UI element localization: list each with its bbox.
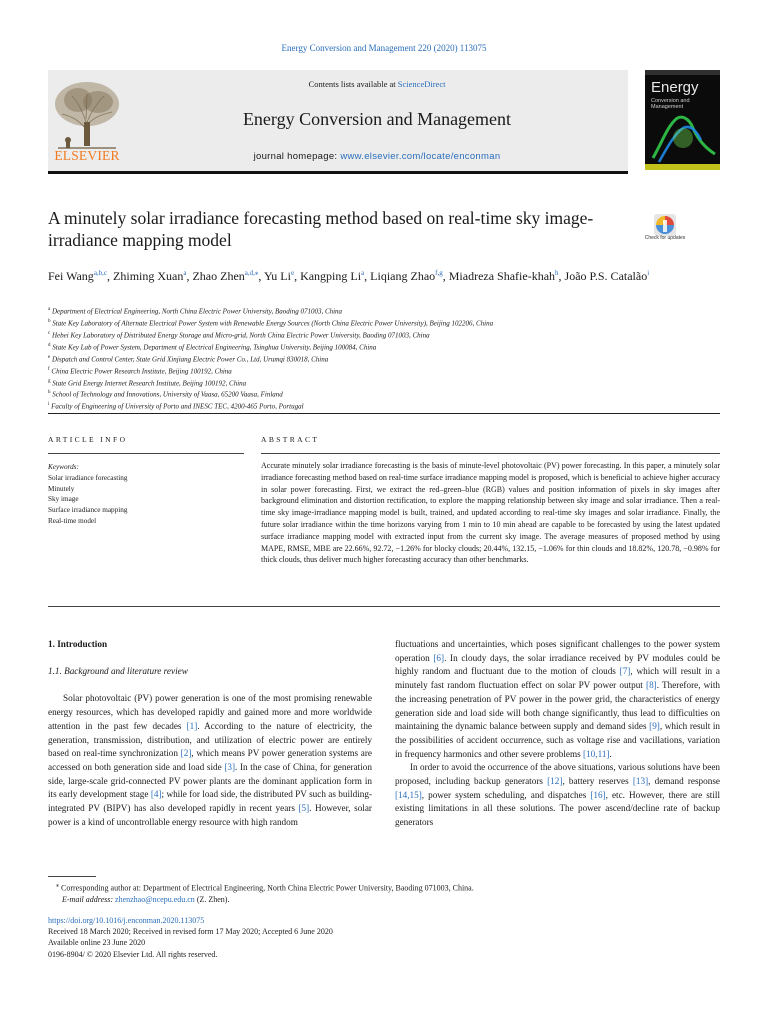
affiliation-key: c <box>48 330 51 336</box>
affiliation-text: School of Technology and Innovations, University of Vaasa, 65200 Vaasa, Finland <box>50 390 283 399</box>
body-text: . In the case of China, for generation side, large-scale grid-connected PV power plants are the dominant application form in its early development stage <box>48 761 372 800</box>
crossmark-icon[interactable] <box>645 213 685 253</box>
author-name[interactable]: Liqiang Zhao <box>370 269 436 283</box>
body-text: In order to avoid the occurrence of the above situations, various solutions have been proposed, including backup generators <box>395 762 720 787</box>
author-separator: , <box>258 269 264 283</box>
affiliation-key: d <box>48 342 51 348</box>
citation-link[interactable]: [2] <box>180 748 192 759</box>
keywords-block <box>48 462 238 527</box>
citation-link[interactable]: [12] <box>547 776 563 787</box>
affiliation-text: State Key Lab of Power System, Department of Electrical Engineering, Tsinghua University, Beijing 100084, China <box>50 343 377 352</box>
footnote-rule <box>48 876 96 877</box>
author-separator: , <box>364 269 371 283</box>
affiliation-text: Dispatch and Control Center, State Grid Xinjiang Electric Power Co., Ltd, Urumqi 830018, China <box>50 355 329 364</box>
copyright-line: 0196-8904/ © 2020 Elsevier Ltd. All rights reserved. <box>48 949 218 959</box>
author-affiliation-marker[interactable]: a,b,c <box>93 269 108 277</box>
section-heading: 1. Introduction <box>48 639 108 649</box>
body-text: , demand response <box>648 776 720 787</box>
elsevier-wordmark: ELSEVIER <box>54 148 120 163</box>
doi-link[interactable]: https://doi.org/10.1016/j.enconman.2020.113075 <box>48 916 205 925</box>
author-separator: , <box>107 269 114 283</box>
contents-prefix: Contents lists available at <box>308 79 398 89</box>
author-name[interactable]: Kangping Li <box>300 269 362 283</box>
abstract-heading: ABSTRACT <box>261 435 320 444</box>
body-text: ; while for load side, the distributed PV such as building-integrated PV (BIPV) has also developed rapidly in recent years <box>48 789 372 814</box>
paper-title: A minutely solar irradiance forecasting method based on real-time sky image-irradiance mapping model <box>48 208 594 250</box>
available-online: Available online 23 June 2020 <box>48 938 146 948</box>
affiliation-key: b <box>48 318 51 324</box>
body-text: , battery reserves <box>562 776 633 787</box>
author-separator: , <box>294 269 301 283</box>
body-text: . However, solar power is a kind of uncontrollable energy resource with high random <box>48 803 372 827</box>
affiliation-text: Hebei Key Laboratory of Distributed Energy Storage and Micro-grid, North China Electric Power University, Baoding 071003, China <box>50 331 430 340</box>
abstract-bottom-rule <box>48 606 720 607</box>
author-separator: , <box>558 269 565 283</box>
journal-homepage-link[interactable]: www.elsevier.com/locate/enconman <box>340 151 501 162</box>
author-affiliation-marker[interactable]: a,d,⁎ <box>244 269 259 277</box>
author-name[interactable]: Yu Li <box>263 269 291 283</box>
contents-available-line <box>130 79 624 89</box>
journal-cover-image <box>645 70 720 170</box>
affiliation-key: a <box>48 307 51 312</box>
sciencedirect-link[interactable]: ScienceDirect <box>397 79 446 89</box>
body-column-left <box>48 638 372 829</box>
keyword: Solar irradiance forecasting <box>48 473 128 482</box>
author-affiliation-marker[interactable]: f,g <box>435 269 443 277</box>
affiliation-item <box>48 377 728 389</box>
body-text: , which means PV power generation systems are accessed on both generation side and load side <box>48 748 372 772</box>
keyword: Surface irradiance mapping <box>48 506 128 515</box>
affiliation-item <box>48 400 728 412</box>
body-text: . Therefore, with the increasing penetration of PV power in the power grid, the characteristics of energy generation side and load side will both change significantly, thus lead to difficulties on maintaining the dynamic balance between supply and demand sides <box>395 680 720 732</box>
affiliation-key: g <box>48 378 51 384</box>
footnote-marker: ⁎ <box>56 883 59 889</box>
received-dates: Received 18 March 2020; Received in revised form 17 May 2020; Accepted 6 June 2020 <box>48 927 333 937</box>
footnote-text: Corresponding author at: Department of Electrical Engineering, North China Electric Power University, Baoding 071003, China. <box>61 883 474 893</box>
affiliation-item <box>48 353 728 365</box>
article-info-rule <box>48 453 244 454</box>
affiliation-item <box>48 388 728 400</box>
body-text: fluctuations and uncertainties, which poses significant challenges to the power system operation <box>395 639 720 663</box>
author-name[interactable]: Zhao Zhen <box>192 269 245 283</box>
affiliation-item <box>48 341 728 353</box>
publication-info <box>48 915 720 960</box>
author-affiliation-marker[interactable]: h <box>555 269 559 277</box>
affiliation-key: f <box>48 366 50 372</box>
author-affiliation-marker[interactable]: i <box>647 269 650 277</box>
affiliation-text: State Grid Energy Internet Research Institute, Beijing 100192, China <box>50 378 247 387</box>
body-text: . In cloudy days, the solar irradiance received by PV modules could be highly random and fluctuant due to the motion of clouds <box>395 652 720 677</box>
cover-subtitle: Conversion and Management <box>651 98 690 110</box>
body-column-right <box>395 638 720 830</box>
affiliation-item <box>48 329 728 341</box>
citation-link[interactable]: [4] <box>150 789 162 800</box>
keyword: Real-time model <box>48 516 97 525</box>
affiliation-list <box>48 305 728 412</box>
body-text: , which will result in a minutely fast random fluctuation effect on solar PV power output <box>395 666 720 691</box>
cover-title: Energy <box>651 79 699 96</box>
affiliation-item <box>48 305 728 317</box>
citation-link[interactable]: [14,15] <box>395 789 422 800</box>
keyword: Sky image <box>48 495 79 504</box>
section-rule <box>48 413 720 414</box>
affiliation-text: Faculty of Engineering of University of Porto and INESC TEC, 4200-465 Porto, Portugal <box>49 402 304 411</box>
affiliation-text: Department of Electrical Engineering, North China Electric Power University, Baoding 071003, China <box>50 307 343 316</box>
body-paragraph <box>395 638 720 761</box>
affiliation-key: i <box>48 402 50 408</box>
masthead-rule <box>48 171 628 174</box>
affiliation-item <box>48 317 728 329</box>
homepage-prefix: journal homepage: <box>253 151 341 162</box>
citation-link[interactable]: [13] <box>632 776 649 787</box>
affiliation-text: State Key Laboratory of Alternate Electrical Power System with Renewable Energy Sources (North China Electric Power University), Beijing 102206, China <box>50 319 494 328</box>
affiliation-text: China Electric Power Research Institute, Beijing 100192, China <box>49 366 232 375</box>
author-separator: , <box>442 269 449 283</box>
email-label: E-mail address: <box>62 894 114 904</box>
citation-link[interactable]: [16] <box>590 789 606 800</box>
affiliation-key: h <box>48 390 51 396</box>
body-text: Solar photovoltaic (PV) power generation is one of the most promising renewable energy resources, which has developed rapidly and gained more and more worldwide attention in the past few decades <box>48 693 372 731</box>
body-paragraph <box>48 692 372 829</box>
journal-title: Energy Conversion and Management <box>242 109 512 129</box>
abstract-rule <box>261 453 720 454</box>
citation-link[interactable]: [10,11] <box>583 748 610 759</box>
abstract-text: Accurate minutely solar irradiance forecasting is the basis of minute-level photovoltaic (PV) power forecasting. In this paper, a minutely solar irradiance forecasting method based on real-time surface irradiance mapping model is proposed, which is beneficial to achieve higher accuracy in solar power forecasting. First, we extract the red–green–blue (RGB) values and position information of pixels in sky images after background elimination and distortion rectification, to explore the mapping relationship between sky image and solar irradiance. Then a real-time sky image-irradiance mapping model is built, trained, and updated according to real-time sky images and solar irradiance. Finally, the future solar irradiance within the time horizons varying from 1 min to 10 min ahead are capable to be forecasted by using the latest updated surface irradiance mapping model with extracted input from the current sky image. The average measures of proposed method by using MAPE, RMSE, MBE are 22.66%, 92.72, −1.26% for blocky clouds; 20.44%, 132.15, −1.06% for thin clouds and 18.82%, 120.78, −0.98% for thick clouds, thus deliver much higher forecasting accuracy than other benchmarks. <box>261 461 720 565</box>
email-link[interactable]: zhenzhao@ncepu.edu.cn <box>115 894 195 904</box>
author-affiliation-marker[interactable]: a <box>361 269 365 277</box>
subsection-heading: 1.1. Background and literature review <box>48 665 188 676</box>
citation-link[interactable]: [3] <box>224 761 236 772</box>
email-suffix: (Z. Zhen). <box>196 894 230 904</box>
author-list <box>48 264 688 286</box>
affiliation-key: e <box>48 354 51 360</box>
citation-link[interactable]: [1] <box>186 720 198 731</box>
author-separator: , <box>186 269 193 283</box>
keywords-label: Keywords: <box>48 463 79 471</box>
body-paragraph <box>395 761 720 830</box>
body-text: , power system scheduling, and dispatches <box>421 789 591 800</box>
body-text: , etc. However, there are still existing limitations in all these solutions. The power ascend/decline rate of backup generators <box>395 789 720 828</box>
crossmark-label[interactable]: Check for updates <box>644 235 686 241</box>
author-name[interactable]: Miadreza Shafie-khah <box>448 269 556 283</box>
corresponding-author-footnote <box>48 881 720 905</box>
author-affiliation-marker[interactable]: a <box>183 269 187 277</box>
citation-link[interactable]: [7] <box>619 666 631 677</box>
author-name[interactable]: João P.S. Catalão <box>564 269 648 283</box>
body-text: . <box>609 748 612 759</box>
journal-homepage-line <box>130 151 624 162</box>
journal-citation-link[interactable]: Energy Conversion and Management 220 (2020) 113075 <box>281 43 487 53</box>
author-name[interactable]: Fei Wang <box>48 269 94 283</box>
citation-link[interactable]: [8] <box>646 680 657 691</box>
author-name[interactable]: Zhiming Xuan <box>113 269 184 283</box>
keyword: Minutely <box>48 484 75 493</box>
article-info-heading: ARTICLE INFO <box>48 435 128 444</box>
affiliation-item <box>48 365 728 377</box>
body-text: , which result in the possibilities of accident occurrence, such as voltage rise and vacillations, variation in frequency harmonics and other severe problems <box>395 721 720 759</box>
citation-link[interactable]: [5] <box>298 803 310 814</box>
citation-link[interactable]: [9] <box>649 721 660 732</box>
citation-link[interactable]: [6] <box>433 652 445 663</box>
body-text: . According to the nature of electricity, the generation, transmission, distribution, and utilization of electric power are entirely based on real-time synchronization <box>48 720 372 759</box>
author-affiliation-marker[interactable]: e <box>290 269 295 277</box>
